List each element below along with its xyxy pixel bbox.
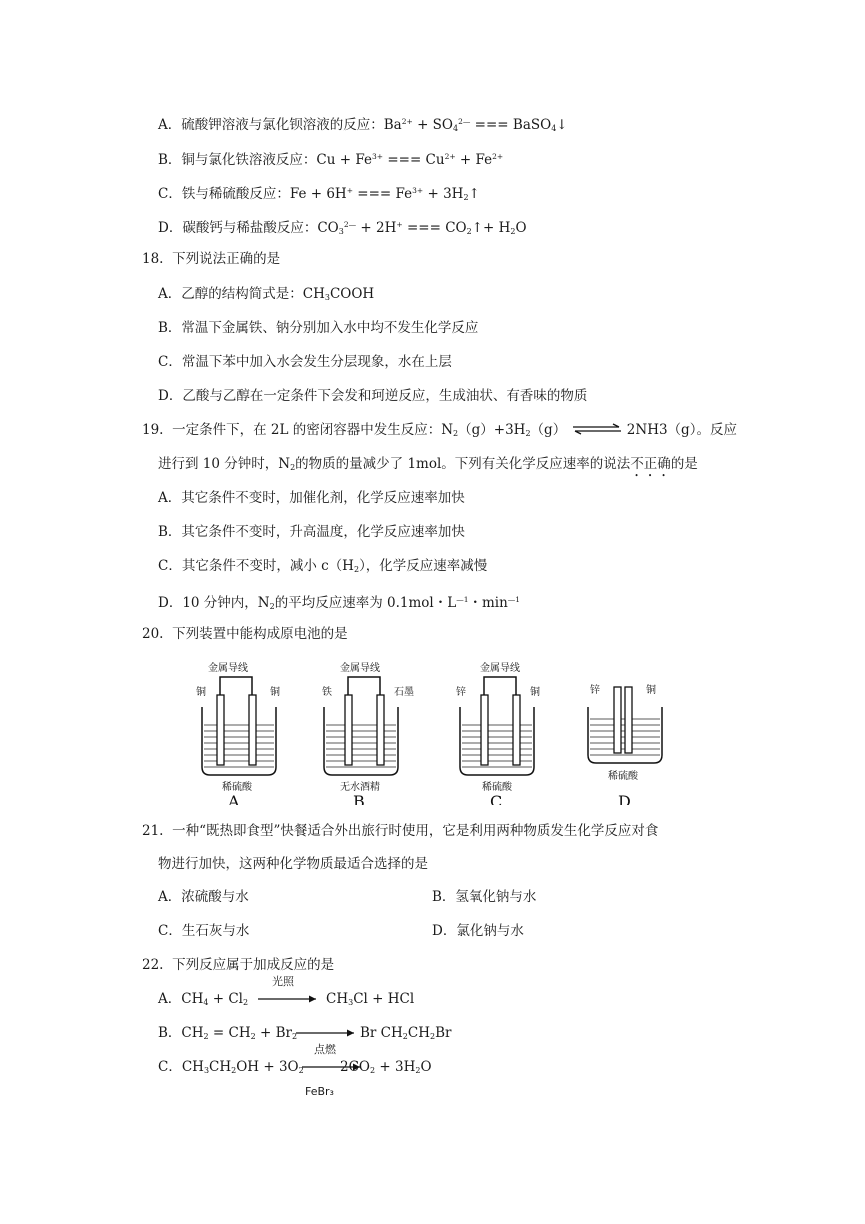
q22-catalyst-label: FeBr₃ [305, 1085, 334, 1098]
q22-option-b: B．$CH_2 = CH_2 + Br_2$ [158, 1025, 298, 1041]
cell-c-letter: C [490, 792, 503, 805]
q19-stem-line1: 19. 一定条件下，在 2L 的密闭容器中发生反应：$N_2(g)+3H_2(g)$ 2NH3（g）。反应 [142, 422, 737, 438]
equilibrium-arrow-icon [571, 422, 623, 440]
q22-a-condition: 光照 [272, 975, 294, 988]
cell-b [322, 661, 414, 805]
cell-c-left-electrode-label: 锌 [456, 687, 466, 698]
cell-a-wire-label: 金属导线 [208, 663, 248, 674]
cell-b-letter: B [353, 792, 365, 805]
cell-c-wire-label: 金属导线 [480, 663, 520, 674]
cell-b-left-electrode-label: 铁 [322, 687, 332, 698]
q22-option-a: A．$CH_4 + Cl_2$ [158, 991, 249, 1007]
q21-option-a: A．浓硫酸与水 [158, 889, 249, 905]
cell-b-solution-label: 无水酒精 [340, 782, 380, 793]
q22-b-arrow-icon [296, 1028, 358, 1038]
cell-a [196, 661, 280, 805]
q17-option-b: B．铜与氯化铁溶液反应：$Cu + Fe^{3+}$ === $Cu^{2+} + Fe^{2+}$ [158, 152, 504, 168]
cell-a-left-electrode-label: 铜 [196, 687, 206, 698]
cell-b-wire-label: 金属导线 [340, 663, 380, 674]
q21-option-b: B．氢氧化钠与水 [432, 889, 537, 905]
cell-a-solution-label: 稀硫酸 [222, 782, 252, 793]
q19-option-b: B．其它条件不变时，升高温度，化学反应速率加快 [158, 524, 465, 540]
q17-option-c: C．铁与稀硫酸反应：Fe + 6H+ === $Fe^{3+}$ + $3H_2↑$ [158, 186, 480, 202]
q20-stem: 20. 下列装置中能构成原电池的是 [142, 626, 348, 642]
q21-stem-line1: 21. 一种“既热即食型”快餐适合外出旅行时使用，它是利用两种物质发生化学反应对食 [142, 823, 659, 839]
q18-stem: 18. 下列说法正确的是 [142, 251, 281, 267]
q22-a-arrow-icon [258, 994, 320, 1004]
q17-option-a: A．硫酸钾溶液与氯化钡溶液的反应：$Ba^{2+} + SO_4^{2—}$ === BaSO$_4$↓ [158, 117, 568, 133]
q21-option-c: C．生石灰与水 [158, 923, 250, 939]
cells-diagram [190, 655, 680, 805]
q17-option-d: D．碳酸钙与稀盐酸反应：$CO_3^{2—} + 2H^+$ === $CO_2↑+ H_2O$ [158, 220, 527, 236]
q21-option-d: D．氯化钠与水 [432, 923, 524, 939]
q18-option-d: D．乙酸与乙醇在一定条件下会发和珂逆反应，生成油状、有香味的物质 [158, 388, 588, 404]
cell-c [456, 661, 540, 805]
q19-option-d: D．10 分钟内，$N_2$的平均反应速率为 0.1mol・$L^{—1}$・$\min^{—1}$ [158, 595, 521, 611]
q19-stem-line2: 进行到 10 分钟时，$N_2$的物质的量减少了 1mol。下列有关化学反应速率的说法不正确的是 [158, 456, 698, 472]
cell-c-solution-label: 稀硫酸 [482, 782, 512, 793]
q18-option-a: A．乙醇的结构简式是：$CH_3COOH$ [158, 286, 375, 302]
q22-b-product: Br $CH_2CH_2Br$ [360, 1025, 452, 1041]
cell-d-letter: D [618, 792, 631, 805]
q19-option-a: A．其它条件不变时，加催化剂，化学反应速率加快 [158, 490, 465, 506]
q22-c-product: $2CO_2 + 3H_2O$ [340, 1059, 432, 1075]
cell-d-solution-label: 稀硫酸 [608, 771, 638, 782]
cell-a-letter: A [228, 792, 240, 805]
q22-a-product: $CH_3Cl$ + HCl [326, 991, 415, 1007]
cell-b-right-electrode-label: 石墨 [394, 687, 414, 698]
cell-d [588, 683, 662, 805]
cell-c-right-electrode-label: 铜 [530, 687, 540, 698]
q22-c-condition: 点燃 [314, 1043, 336, 1056]
cell-a-right-electrode-label: 铜 [270, 687, 280, 698]
q19-option-c: C．其它条件不变时，减小 $c(H_2)$，化学反应速率减慢 [158, 558, 488, 574]
q18-option-c: C．常温下苯中加入水会发生分层现象，水在上层 [158, 354, 452, 370]
q21-stem-line2: 物进行加快，这两种化学物质最适合选择的是 [158, 856, 428, 872]
q22-option-c: C．$CH_3CH_2OH + 3O_2$ [158, 1059, 304, 1075]
cell-d-left-electrode-label: 锌 [590, 685, 600, 696]
q22-stem: 22. 下列反应属于加成反应的是 [142, 957, 335, 973]
cell-d-right-electrode-label: 铜 [646, 685, 656, 696]
galvanic-cell-figure [190, 655, 680, 805]
q18-option-b: B．常温下金属铁、钠分别加入水中均不发生化学反应 [158, 320, 479, 336]
